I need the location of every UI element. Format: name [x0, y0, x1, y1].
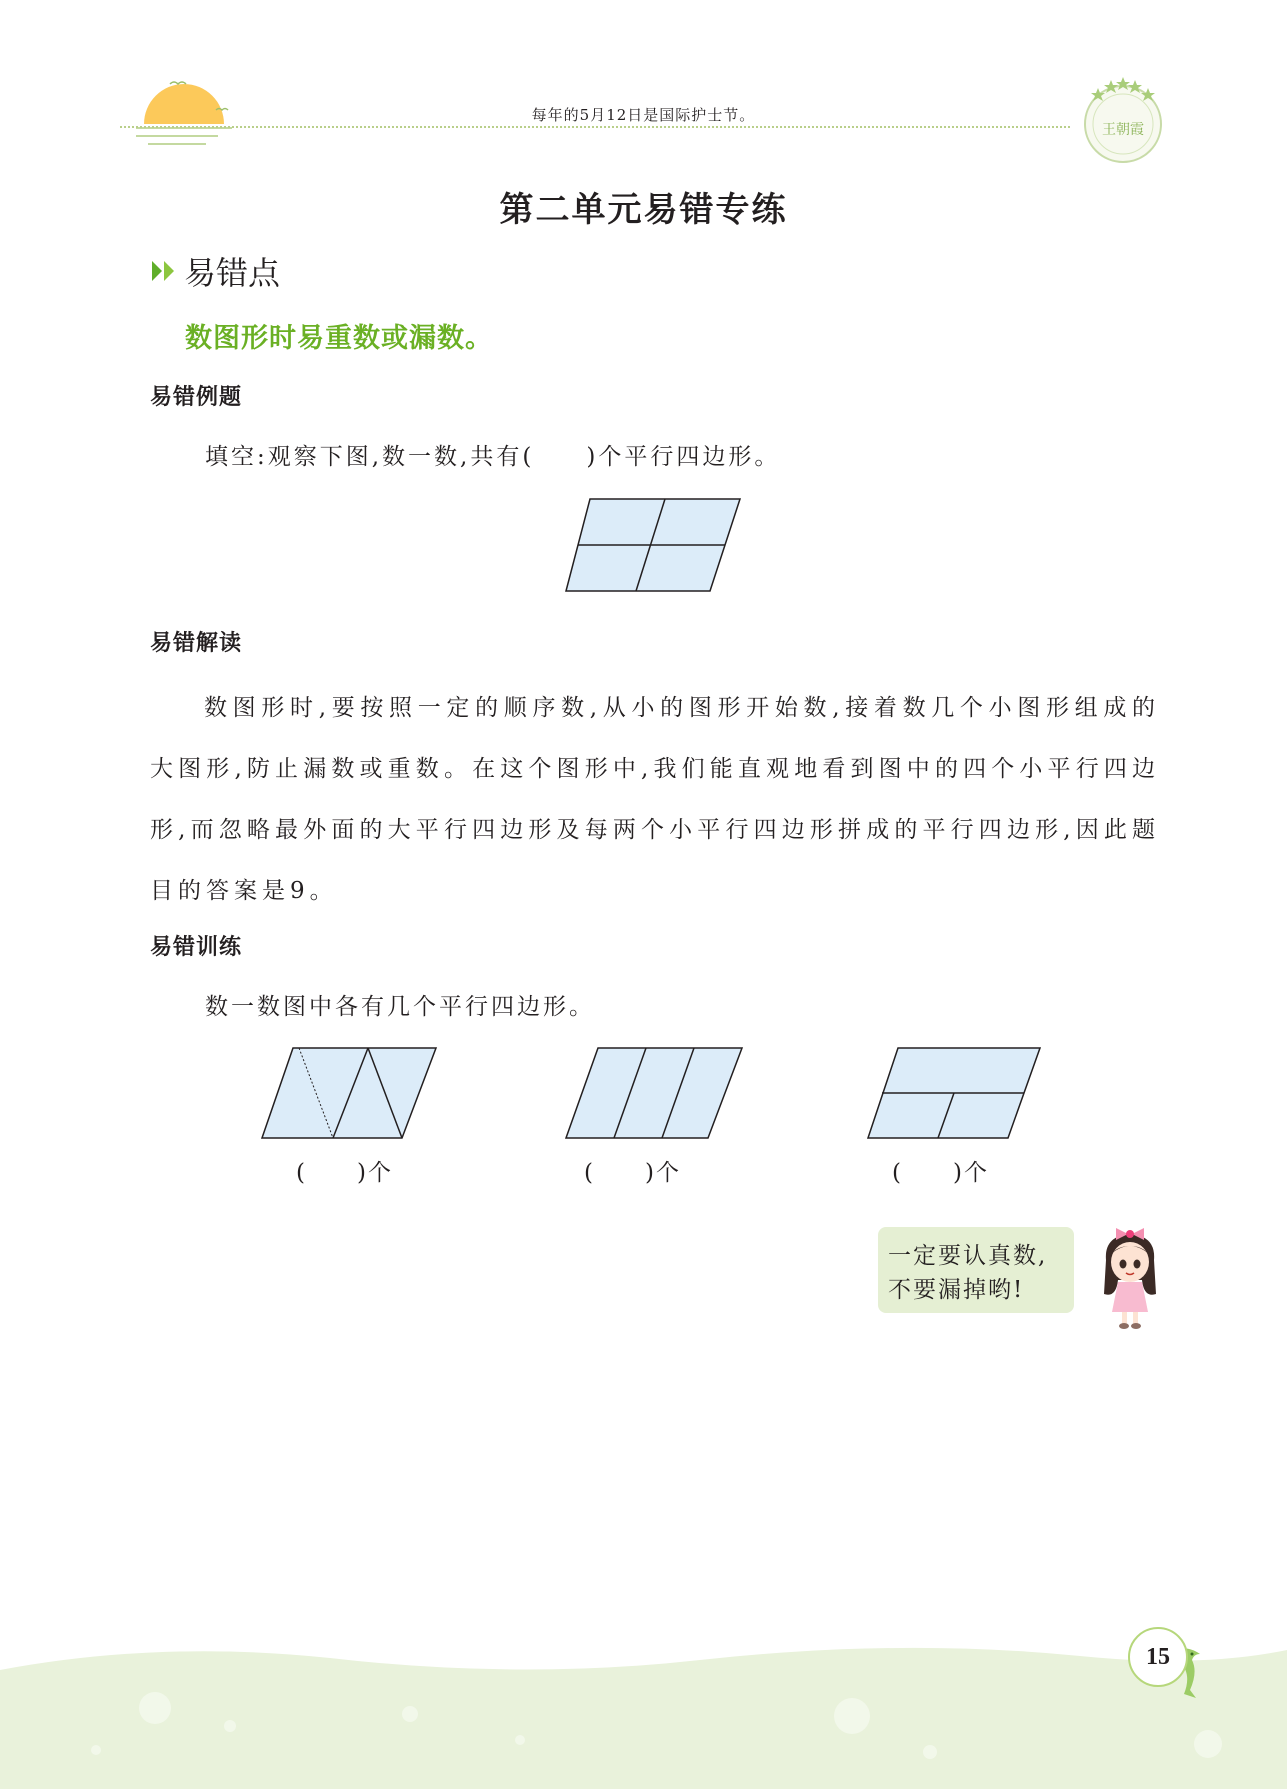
section-heading-label: 易错点 [184, 254, 281, 292]
header-divider [120, 126, 1070, 128]
training-instruction: 数一数图中各有几个平行四边形。 [205, 994, 595, 1020]
training-figure-1 [258, 1044, 442, 1142]
answer-blank-1[interactable]: ( )个 [296, 1160, 393, 1186]
double-arrow-icon [150, 257, 178, 285]
training-figure-3 [864, 1044, 1046, 1142]
explanation-text: 数图形时,要按照一定的顺序数,从小的图形开始数,接着数几个小图形组成的大图形,防止漏数或重数。在这个图形中,我们能直观地看到图中的四个小平行四边形,而忽略最外面的大平行四边形及每两个小平行四边形拼成的平行四边形,因此题目的答案是9。 [150, 695, 1160, 904]
header-text: 每年的5月12日是国际护士节。 [531, 106, 756, 124]
answer-blank-2[interactable]: ( )个 [584, 1160, 681, 1186]
answer-blank-3[interactable]: ( )个 [892, 1160, 989, 1186]
footer-wave [0, 1620, 1287, 1789]
section-heading [150, 248, 280, 294]
key-point: 数图形时易重数或漏数。 [185, 323, 493, 354]
logo-seal [1078, 74, 1168, 166]
example-heading: 易错例题 [150, 385, 243, 410]
page-title: 第二单元易错专练 [499, 190, 788, 230]
cartoon-girl-icon [1090, 1220, 1170, 1332]
explanation-heading: 易错解读 [150, 631, 243, 656]
page-number: 15 [1128, 1627, 1188, 1687]
bubble-line-1: 一定要认真数, [888, 1243, 1048, 1269]
example-question: 填空:观察下图,数一数,共有( )个平行四边形。 [205, 444, 781, 470]
training-heading: 易错训练 [150, 935, 243, 960]
speech-bubble [878, 1227, 1074, 1313]
training-figure-2 [562, 1044, 748, 1142]
bubble-line-2: 不要漏掉哟! [888, 1277, 1025, 1303]
logo-text: 王朝霞 [1102, 122, 1144, 138]
example-parallelogram-figure [560, 494, 746, 594]
